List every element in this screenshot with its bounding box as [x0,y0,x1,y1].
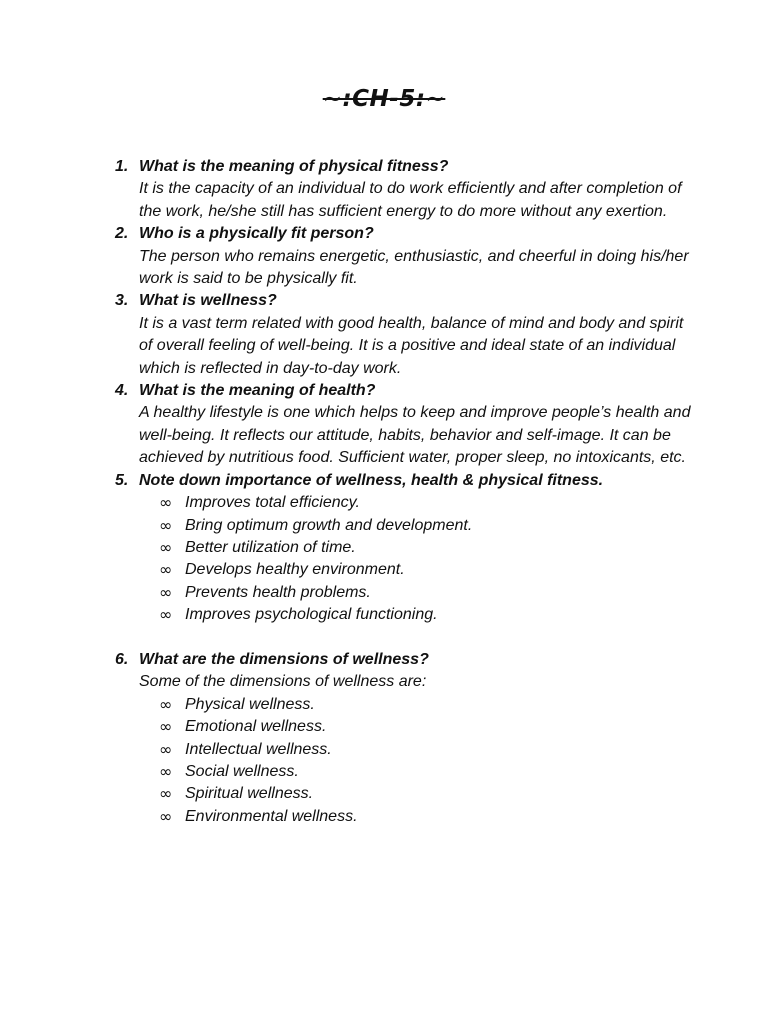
list-item [113,470,693,627]
question-number: 2. [115,225,129,243]
question-number: 6. [115,650,129,668]
bullet-text: Improves psychological functioning. [185,606,438,624]
bullet-item [139,694,693,716]
bullet-text: Prevents health problems. [185,583,371,601]
question-number: 4. [115,382,129,400]
bullet-item [139,716,693,738]
answer-text: A healthy lifestyle is one which helps to keep and improve people’s health and well-being. It reflects our attitude, habits, behavior and self-image. It can be achieved by nutritious food. Sufficient water, proper sleep, no intoxicants, etc. [139,404,691,467]
list-item [113,223,693,290]
question-text: What is the meaning of health? [139,382,376,400]
answer-text: Some of the dimensions of wellness are: [139,673,427,691]
importance-bullet-list [139,492,693,626]
answer-text: It is the capacity of an individual to do work efficiently and after completion of the work, he/she still has sufficient energy to do more without any exertion. [139,180,682,220]
infinity-bullet-icon: ∞ [159,739,173,759]
infinity-bullet-icon: ∞ [159,515,173,535]
infinity-bullet-icon: ∞ [159,694,173,714]
bullet-text: Better utilization of time. [185,538,356,556]
bullet-item [139,492,693,514]
answer-text: It is a vast term related with good health, balance of mind and body and spirit of overall feeling of well-being. It is a positive and ideal state of an individual which is reflected in day-to-day work. [139,314,684,377]
question-list [113,156,693,828]
infinity-bullet-icon: ∞ [159,537,173,557]
question-text: What is wellness? [139,292,277,310]
dimensions-bullet-list [139,694,693,828]
page-title: ~:CH-5:~ [322,86,446,112]
infinity-bullet-icon: ∞ [159,784,173,804]
question-text: What are the dimensions of wellness? [139,650,429,668]
bullet-text: Emotional wellness. [185,718,327,736]
infinity-bullet-icon: ∞ [159,582,173,602]
question-text: Who is a physically fit person? [139,225,374,243]
list-item [113,649,693,828]
bullet-item [139,515,693,537]
question-number: 5. [115,471,129,489]
bullet-item [139,582,693,604]
infinity-bullet-icon: ∞ [159,560,173,580]
bullet-text: Physical wellness. [185,695,315,713]
infinity-bullet-icon: ∞ [159,493,173,513]
question-text: What is the meaning of physical fitness? [139,158,449,175]
list-item [113,156,693,223]
question-number: 1. [115,158,129,175]
infinity-bullet-icon: ∞ [159,761,173,781]
bullet-text: Spiritual wellness. [185,785,314,803]
answer-text: The person who remains energetic, enthusiastic, and cheerful in doing his/her work is said to be physically fit. [139,247,689,288]
bullet-item [139,761,693,783]
question-number: 3. [115,292,129,310]
infinity-bullet-icon: ∞ [159,605,173,625]
question-text: Note down importance of wellness, health & physical fitness. [139,471,604,489]
infinity-bullet-icon: ∞ [159,717,173,737]
bullet-item [139,537,693,559]
bullet-item [139,559,693,581]
bullet-text: Improves total efficiency. [185,494,360,512]
bullet-text: Intellectual wellness. [185,740,332,758]
bullet-item [139,739,693,761]
bullet-text: Bring optimum growth and development. [185,516,473,534]
list-item [113,290,693,380]
bullet-item [139,604,693,626]
infinity-bullet-icon: ∞ [159,806,173,826]
bullet-text: Develops healthy environment. [185,561,405,579]
bullet-item [139,783,693,805]
bullet-item [139,806,693,828]
list-item [113,380,693,470]
bullet-text: Environmental wellness. [185,807,358,825]
bullet-text: Social wellness. [185,762,299,780]
